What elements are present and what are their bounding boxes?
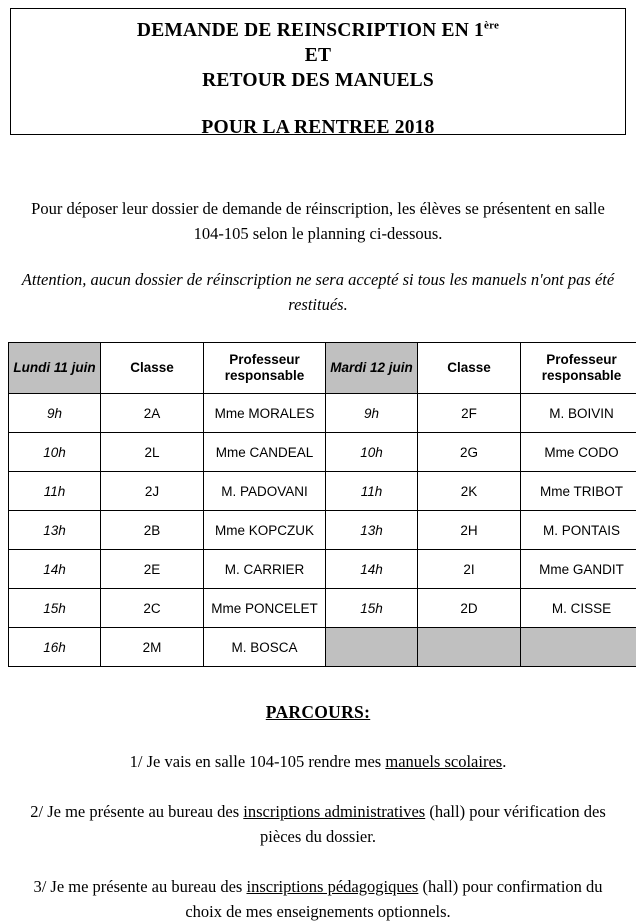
step-2-post: (hall) pour vérification des pièces du dossier. — [260, 802, 606, 846]
cell-tuesday-professor: Mme TRIBOT — [521, 472, 636, 511]
cell-tuesday-class: 2G — [418, 433, 521, 472]
table-row — [9, 394, 636, 433]
cell-tuesday-time: 11h — [326, 472, 418, 511]
cell-monday-time: 16h — [9, 628, 101, 667]
parcours-step-1 — [18, 749, 618, 774]
step-2-pre: 2/ Je me présente au bureau des — [30, 802, 243, 821]
cell-monday-time: 11h — [9, 472, 101, 511]
parcours-title: PARCOURS: — [18, 700, 618, 724]
title-superscript-ere: ère — [484, 20, 499, 32]
schedule-table-wrapper — [8, 342, 628, 667]
cell-monday-professor: M. CARRIER — [204, 550, 326, 589]
schedule-table-body — [9, 394, 636, 667]
step-3-post: (hall) pour confirmation du choix de mes enseignements optionnels. — [185, 877, 602, 921]
cell-tuesday-class: 2K — [418, 472, 521, 511]
table-row — [9, 550, 636, 589]
cell-monday-professor: M. BOSCA — [204, 628, 326, 667]
intro-section — [18, 196, 618, 317]
cell-tuesday-time: 10h — [326, 433, 418, 472]
header-tuesday-date: Mardi 12 juin — [326, 343, 418, 394]
cell-tuesday-time: 15h — [326, 589, 418, 628]
cell-monday-professor: Mme CANDEAL — [204, 433, 326, 472]
cell-monday-professor: Mme KOPCZUK — [204, 511, 326, 550]
cell-tuesday-time: 13h — [326, 511, 418, 550]
cell-tuesday-professor: M. PONTAIS — [521, 511, 636, 550]
cell-monday-class: 2E — [101, 550, 204, 589]
cell-monday-time: 9h — [9, 394, 101, 433]
cell-tuesday-professor: Mme CODO — [521, 433, 636, 472]
cell-empty — [326, 628, 418, 667]
cell-tuesday-professor: Mme GANDIT — [521, 550, 636, 589]
cell-monday-class: 2J — [101, 472, 204, 511]
table-row — [9, 433, 636, 472]
parcours-step-3 — [18, 874, 618, 924]
parcours-step-2 — [18, 799, 618, 849]
title-line-1 — [11, 18, 625, 43]
table-row — [9, 589, 636, 628]
cell-tuesday-professor: M. CISSE — [521, 589, 636, 628]
cell-monday-class: 2A — [101, 394, 204, 433]
cell-tuesday-class: 2I — [418, 550, 521, 589]
step-3-underlined: inscriptions pédagogiques — [246, 877, 418, 896]
step-1-underlined: manuels scolaires — [385, 752, 502, 771]
step-2-underlined: inscriptions administratives — [243, 802, 425, 821]
cell-monday-time: 15h — [9, 589, 101, 628]
cell-empty — [521, 628, 636, 667]
cell-monday-class: 2C — [101, 589, 204, 628]
cell-tuesday-class: 2D — [418, 589, 521, 628]
schedule-table — [8, 342, 636, 667]
cell-monday-professor: Mme MORALES — [204, 394, 326, 433]
step-3-pre: 3/ Je me présente au bureau des — [33, 877, 246, 896]
title-line-4: POUR LA RENTREE 2018 — [11, 115, 625, 140]
title-box — [10, 8, 626, 135]
header-monday-date: Lundi 11 juin — [9, 343, 101, 394]
cell-monday-time: 10h — [9, 433, 101, 472]
cell-tuesday-time: 9h — [326, 394, 418, 433]
title-line-1-text: DEMANDE DE REINSCRIPTION EN 1 — [137, 20, 484, 41]
cell-tuesday-class: 2H — [418, 511, 521, 550]
table-header-row — [9, 343, 636, 394]
header-tuesday-class: Classe — [418, 343, 521, 394]
cell-monday-class: 2M — [101, 628, 204, 667]
cell-monday-class: 2B — [101, 511, 204, 550]
cell-monday-professor: Mme PONCELET — [204, 589, 326, 628]
cell-tuesday-class: 2F — [418, 394, 521, 433]
cell-empty — [418, 628, 521, 667]
header-tuesday-professor: Professeur responsable — [521, 343, 636, 394]
cell-monday-time: 14h — [9, 550, 101, 589]
cell-monday-class: 2L — [101, 433, 204, 472]
table-row — [9, 628, 636, 667]
cell-tuesday-time: 14h — [326, 550, 418, 589]
cell-tuesday-professor: M. BOIVIN — [521, 394, 636, 433]
table-row — [9, 511, 636, 550]
intro-warning: Attention, aucun dossier de réinscription ne sera accepté si tous les manuels n'ont pas été restitués. — [18, 267, 618, 317]
cell-monday-time: 13h — [9, 511, 101, 550]
step-1-pre: 1/ Je vais en salle 104-105 rendre mes — [130, 752, 386, 771]
table-row — [9, 472, 636, 511]
step-1-post: . — [502, 752, 506, 771]
cell-monday-professor: M. PADOVANI — [204, 472, 326, 511]
parcours-section — [18, 700, 618, 924]
header-monday-professor: Professeur responsable — [204, 343, 326, 394]
intro-paragraph: Pour déposer leur dossier de demande de réinscription, les élèves se présentent en salle 104-105 selon le planning ci-dessous. — [31, 199, 605, 243]
title-line-2: ET — [11, 43, 625, 68]
header-monday-class: Classe — [101, 343, 204, 394]
title-line-3: RETOUR DES MANUELS — [11, 68, 625, 93]
